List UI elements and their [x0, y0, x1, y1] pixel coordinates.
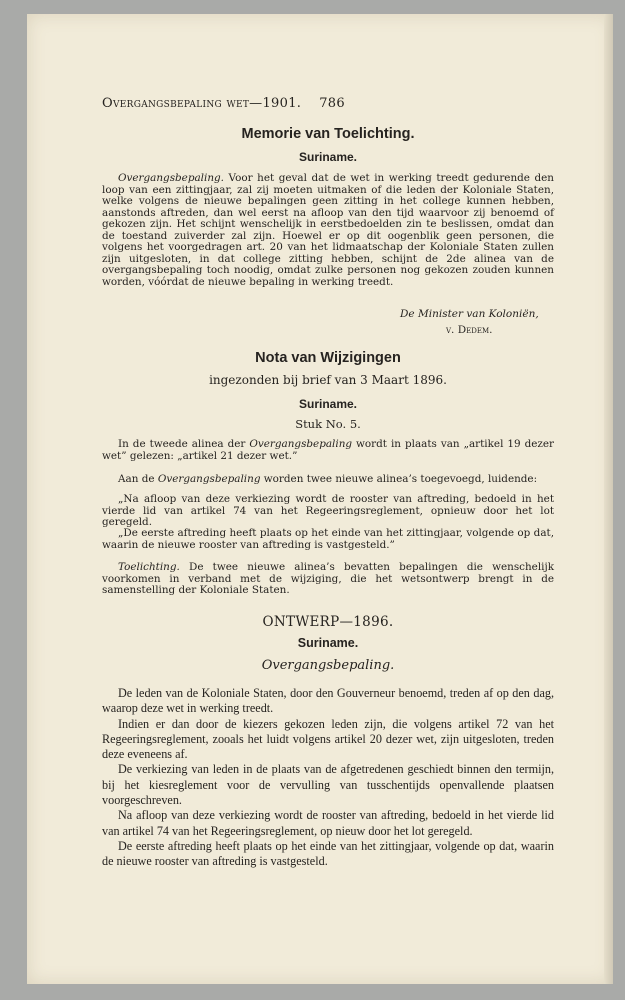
ontwerp-title: ONTWERP—1896. [262, 614, 394, 630]
ontwerp-paragraph-2: Indien er dan door de kiezers gekozen leden zijn, die volgens artikel 72 van het Regeeringsreglement, zooals het luidt volgens artikel 20 dezer wet, zijn uitgesloten, treden deze eveneens af. [102, 716, 554, 762]
nota-paragraph-1: In de tweede alinea der Overgangsbepaling wordt in plaats van „artikel 19 dezer wet” gelezen: „artikel 21 dezer wet.” [102, 438, 554, 462]
running-header [102, 96, 352, 111]
ontwerp-paragraph-1: De leden van de Koloniale Staten, door den Gouverneur benoemd, treden af op den dag, waarop deze wet in werking treedt. [102, 686, 554, 716]
nota-title: Nota van Wijzigingen [255, 350, 401, 366]
ontwerp-paragraph-3: De verkiezing van leden in de plaats van de afgetredenen geschiedt binnen den termijn, bij het kiesreglement voor de vervulling van tusschentijds openvallende plaatsen voorgeschreven. [102, 762, 554, 808]
ontwerp-paragraph-5: De eerste aftreding heeft plaats op het einde van het zittingjaar, volgende op dat, waarin de nieuwe rooster van aftreding is vastgesteld. [102, 838, 554, 869]
ontwerp-label: Overgangsbepaling. [261, 658, 395, 673]
ontwerp-body [102, 686, 554, 870]
memorie-title: Memorie van Toelichting. [241, 126, 415, 142]
signature-name: v. Dedem. [446, 324, 493, 336]
memorie-paragraph [102, 173, 554, 288]
nota-subtitle: ingezonden bij brief van 3 Maart 1896. [209, 373, 447, 387]
nota-paragraph-3: „Na afloop van deze verkiezing wordt de rooster van aftreding, bedoeld in het vierde lid van artikel 74 van het Regeeringsreglement, opnieuw door het lot geregeld. [102, 493, 554, 528]
nota-paragraph-2: Aan de Overgangsbepaling worden twee nieuwe alinea’s toegevoegd, luidende: [118, 473, 538, 485]
running-header-title: Overgangsbepaling wet—1901. [102, 96, 302, 111]
nota-toelichting: Toelichting. De twee nieuwe alinea’s bevatten bepalingen die wenschelijk voorkomen in verband met de wijziging, die het wetsontwerp brengt in de samenstelling der Koloniale Staten. [102, 561, 554, 596]
nota-region: Suriname. [298, 397, 358, 411]
memorie-label: Overgangsbepaling. [118, 172, 224, 184]
nota-paragraph-4: „De eerste aftreding heeft plaats op het einde van het zittingjaar, volgende op dat, waarin de nieuwe rooster van aftreding is vastgesteld.” [102, 527, 554, 551]
page-number: 786 [319, 96, 345, 111]
memorie-region: Suriname. [298, 150, 358, 164]
nota-stuk: Stuk No. 5. [295, 417, 361, 431]
signature-minister [400, 308, 539, 320]
memorie-text: Voor het geval dat de wet in werking treedt gedurende den loop van een zittingjaar, zal zij moeten uitmaken of die leden der Koloniale Staten, welke volgens de nieuwe bepalingen geen zitting in het college kunnen hebben, aanstonds aftreden, dan wel eerst na afloop van den tijd waarvoor zij benoemd of gekozen zijn. Het schijnt wenschelijk in eerstbedoelden zin te beslissen, omdat dan de toestand zuiverder zal zijn. Hoewel er op dit oogenblik geen personen, die volgens het voorgedragen art. 20 van het lidmaatschap der Koloniale Staten zullen zijn uitgesloten, in dat college zitting hebben, schijnt de 2de alinea van de overgangsbepaling toch noodig, omdat zulke personen nog gekozen zouden kunnen worden, vóórdat de nieuwe bepaling in werking treedt. [102, 172, 554, 288]
page-edge [604, 14, 613, 984]
signature-line-1: De Minister van Koloniën, [400, 308, 539, 320]
ontwerp-paragraph-4: Na afloop van deze verkiezing wordt de rooster van aftreding, bedoeld in het vierde lid van artikel 74 van het Regeeringsreglement, op nieuw door het lot geregeld. [102, 808, 554, 838]
ontwerp-region: Suriname. [297, 636, 359, 650]
